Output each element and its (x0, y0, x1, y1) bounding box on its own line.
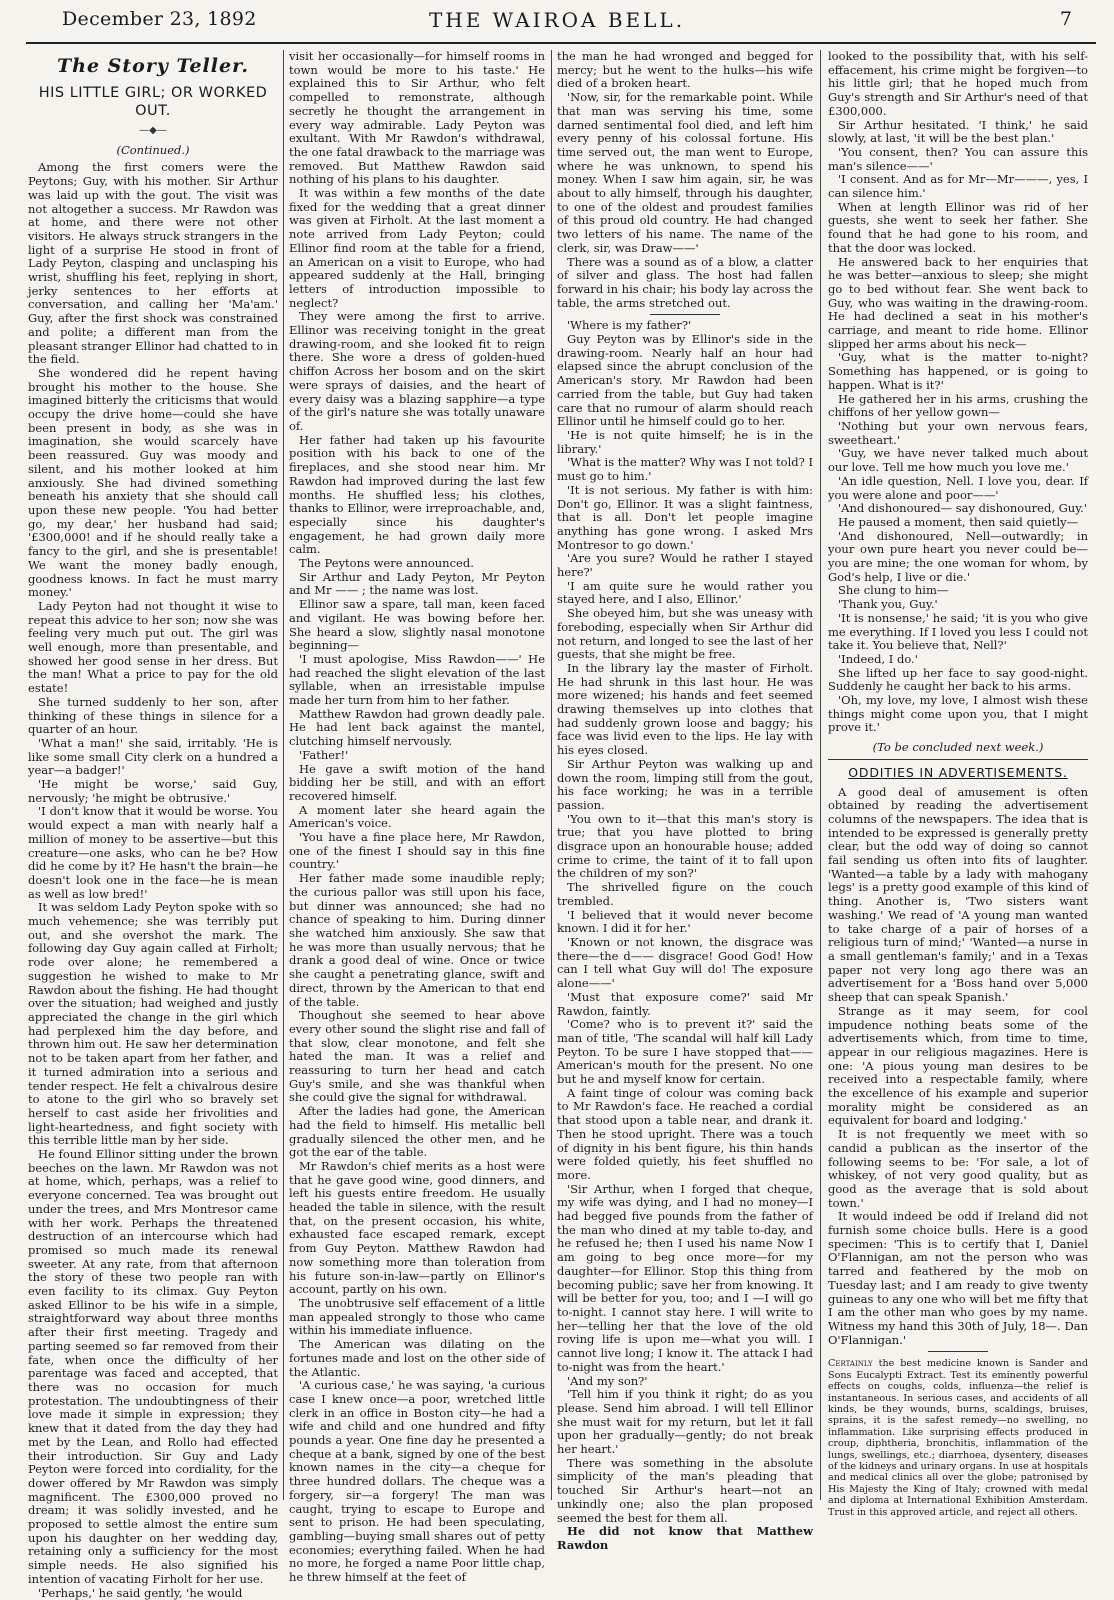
paragraph: Sir Arthur Peyton was walking up and down the room, limping still from the gout, his face working; he was in a terrible passion. (557, 756, 813, 812)
paragraph: Matthew Rawdon had grown deadly pale. He had lent back against the mantel, clutching himself nervously. (289, 706, 545, 749)
paragraph: 'It is nonsense,' he said; 'it is you who give me everything. If I loved you less I could not take it. You believe that, Nell?' (828, 610, 1088, 653)
page-number: 7 (1059, 8, 1072, 30)
paragraph: 'Tell him if you think it right; do as you please. Send him abroad. I will tell Ellinor she must wait for my return, but let it fall upon her gradually—gently; do not break her heart.' (557, 1387, 813, 1457)
eucalypti-advert (828, 1358, 1088, 1518)
column-divider (283, 50, 284, 1500)
paragraph: 'Now, sir, for the remarkable point. While that man was serving his time, some darned sentimental fool died, and left him every penny of his colossal fortune. His time served out, the man went to Europe, where he was unknown, to spend his money. When I saw him again, sir, he was about to ally himself, through his daughter, to one of the oldest and proudest families of this proud old country. He had changed two letters of his name. The name of the clerk, sir, was Draw——' (557, 90, 813, 255)
page-header (0, 0, 1114, 42)
column-4 (828, 49, 1088, 1518)
article-rule (828, 759, 1088, 760)
paragraph: The American was dilating on the fortunes made and lost on the other side of the Atlantic. (289, 1337, 545, 1379)
paragraph-final-line: He did not know that Matthew Rawdon (557, 1524, 813, 1552)
paragraph: He gathered her in his arms, crushing the chiffons of her yellow gown— (828, 391, 1088, 420)
paragraph: 'And my son?' (567, 1373, 648, 1388)
continued-note: (Continued.) (116, 142, 190, 157)
paragraph: Sir Arthur and Lady Peyton, Mr Peyton and Mr —— ; the name was lost. (289, 569, 545, 598)
advert-rule (928, 1351, 988, 1352)
paragraph: Guy Peyton was by Ellinor's side in the drawing-room. Nearly half an hour had elapsed since the abrupt conclusion of the American's story. Mr Rawdon had been carried from the table, but Guy had taken care that no rumour of alarm should reach Ellinor until he himself could go to her. (557, 332, 813, 429)
paragraph: Among the first comers were the Peytons; Guy, with his mother. Sir Arthur was laid up with the gout. The visit was not altogether a success. Mr Rawdon was at home, and there were not other visitors. He always struck strangers in the light of a surprise He stood in front of Lady Peyton, clasping and unclasping his wrist, shuffling his feet, replying in short, jerky sentences to her efforts at conversation, and calling her 'Ma'am.' Guy, after the first shock was constrained and polite; a different man from the pleasant stranger Ellinor had chatted to in the field. (28, 160, 278, 367)
paragraph: There was a sound as of a blow, a clatter of silver and glass. The host had fallen forward in his chair; his body lay across the table, the arms stretched out. (557, 254, 813, 310)
paragraph: Mr Rawdon's chief merits as a host were that he gave good wine, good dinners, and left his guests entire freedom. He usually headed the table in silence, with the result that, on the present occasion, his white, exhausted face escaped remark, except from Guy Peyton. Matthew Rawdon had now something more than toleration from his future son-in-law—partly on Ellinor's account, partly on his own. (289, 1158, 545, 1297)
paper-speck (1040, 1490, 1043, 1493)
paragraph: He found Ellinor sitting under the brown beeches on the lawn. Mr Rawdon was not at home, which, perhaps, was a relief to everyone concerned. Tea was brought out under the trees, and Mrs Montresor came with her work. Perhaps the threatened destruction of an intercourse which had promised so much made its renewal sweeter. At any rate, from that afternoon the story of these two people ran with even facility to its climax. Guy Peyton asked Ellinor to be his wife in a simple, straightforward way about three months after their first meeting. Tragedy and parting seemed so far removed from their fate, when once the difficulty of her parentage was faced and accepted, that there was no occasion for much protestation. The undoubtingness of their love made it simple in expression; they knew that it dated from the day they had met by the Lean, and Rollo had effected their introduction. Sir Guy and Lady Peyton were forced into cordiality, for the dower offered by Mr Rawdon was simply magnificent. The £300,000 proved no dream; it was solidly invested, and he proposed to settle almost the entire sum upon his daughter on her wedding day, retaining only a sufficiency for the most simple needs. He also signified his intention of vacating Firholt for her use. (28, 1147, 278, 1586)
paragraph: She lifted up her face to say good-night. Suddenly he caught her back to his arms. (828, 665, 1088, 694)
paragraph: There was something in the absolute simplicity of the man's pleading that touched Sir Arthur's heart—not an unkindly one; also the plan proposed seemed the best for them all. (557, 1455, 813, 1525)
paragraph: 'You consent, then? You can assure this man's silence——' (828, 144, 1088, 173)
paper-speck (1062, 1478, 1067, 1483)
paragraph: 'Nothing but your own nervous fears, sweetheart.' (828, 418, 1088, 447)
paragraph: 'Indeed, I do.' (838, 651, 918, 666)
advert-lead: Certainly (828, 1358, 873, 1370)
paragraph: looked to the possibility that, with his self-effacement, his crime might be forgiven—to his little girl; that he hoped much from Guy's strength and Sir Arthur's need of that £300,000. (828, 49, 1088, 118)
paragraph: A faint tinge of colour was coming back to Mr Rawdon's face. He reached a cordial that stood upon a table near, and drank it. Then he stood upright. There was a touch of dignity in his bent figure, his thin hands were folded quietly, his feet shuffled no more. (557, 1085, 813, 1182)
paragraph: 'You have a fine place here, Mr Rawdon, one of the finest I should say in this fine country.' (289, 830, 545, 872)
paragraph: visit her occasionally—for himself rooms in town would be more to his taste.' He explained this to Sir Arthur, who felt compelled to remonstrate, although secretly he thought the arrangement in every way admirable. Lady Peyton was exultant. With Mr Rawdon's withdrawal, the one fatal drawback to the marriage was removed. But Matthew Rawdon said nothing of his plans to his daughter. (289, 49, 545, 187)
to-be-concluded-note: (To be concluded next week.) (872, 740, 1044, 755)
paragraph: He gave a swift motion of the hand bidding her be still, and with an effort recovered himself. (289, 761, 545, 803)
paragraph: The shrivelled figure on the couch trembled. (557, 880, 813, 908)
column-3 (557, 49, 813, 1552)
paragraph: 'I am quite sure he would rather you stayed here, and I also, Ellinor.' (557, 578, 813, 607)
oddities-heading: ODDITIES IN ADVERTISEMENTS. (848, 764, 1068, 780)
section-heading: The Story Teller. (57, 55, 249, 77)
newspaper-title: THE WAIROA BELL. (428, 8, 686, 32)
paragraph: 'Oh, my love, my love, I almost wish these things might come upon you, that I might prove it.' (828, 693, 1088, 735)
paragraph: A moment later she heard again the American's voice. (289, 802, 545, 831)
paragraph: It was seldom Lady Peyton spoke with so much vehemence; she was terribly put out, and she overshot the mark. The following day Guy again called at Firholt; rode over alone; he remembered a suggestion he wished to make to Mr Rawdon about the fishing. He had thought over the situation; had weighed and justly appreciated the change in the girl which had perplexed him the day before, and thrown him out. He saw her determination not to be taken apart from her father, and it turned admiration into a serious and tender respect. He felt a chivalrous desire to atone to the girl who so bravely set herself to cast aside her frivolities and light-heartedness, and fight society with this terrible little man by her side. (28, 900, 278, 1148)
paragraph: 'Thank you, Guy.' (838, 597, 938, 612)
paragraph: 'Father!' (299, 747, 349, 762)
paragraph: 'Are you sure? Would he rather I stayed here?' (557, 551, 813, 580)
issue-date: December 23, 1892 (62, 8, 257, 30)
paragraph: She turned suddenly to her son, after thinking of these things in silence for a quarter of an hour. (28, 694, 278, 737)
paragraph: He answered back to her enquiries that he was better—anxious to sleep; she might go to bed without fear. She went back to Guy, who was waiting in the drawing-room. He had declined a seat in his mother's carriage, and meant to ride home. Ellinor slipped her arms about his neck— (828, 254, 1088, 351)
paragraph: She clung to him— (838, 583, 949, 598)
column-divider (551, 50, 552, 1500)
paragraph: Her father had taken up his favourite position with his back to one of the fireplaces, and she stood near him. Mr Rawdon had improved during the last few months. He shuffled less; his clothes, thanks to Ellinor, were irreproachable, and, especially since his daughter's engagement, he had grown daily more calm. (289, 432, 545, 557)
paragraph: It was within a few months of the date fixed for the wedding that a great dinner was given at Firholt. At the last moment a note arrived from Lady Peyton; could Ellinor find room at the table for a friend, an American on a visit to Europe, who had appeared suddenly at the Hall, bringing letters of introduction impossible to neglect? (289, 186, 545, 310)
paragraph: 'Guy, what is the matter to-night? Something has happened, or is going to happen. What is it?' (828, 350, 1088, 392)
paragraph: 'I consent. And as for Mr—Mr———, yes, I can silence him.' (828, 172, 1088, 201)
paragraph: 'Sir Arthur, when I forged that cheque, my wife was dying, and I had no money—I had begged five pounds from the father of the man who dined at my table to-day, and he refused he; then I used his name Now I am going to beg once more—for my daughter—for Ellinor. Stop this thing from becoming public; save her from knowing. It will be better for you, too; and I —I will go to-night. I cannot stay here. I will write to her—telling her that the love of the old roving life is upon me—what you will. I cannot live long; I know it. The attack I had to-night was from the heart.' (557, 1181, 813, 1374)
paragraph: Ellinor saw a spare, tall man, keen faced and vigilant. He was bowing before her. She heard a slow, slightly nasal monotone beginning— (289, 597, 545, 653)
advert-text: the best medicine known is Sander and Sons Eucalypti Extract. Test its eminently powerful effects on coughs, colds, influenza—the relief is instantaneous. In serious cases, and accidents of all kinds, be they wounds, burns, scaldings, bruises, sprains, it is the safest remedy—no swelling, no inflammation. Like surprising effects produced in croup, diphtheria, bronchitis, inflammation of the lungs, swellings, etc.; diarrhoea, dysentery, diseases of the kidneys and urinary organs. In use at hospitals and medical clinics all over the globe; patronised by His Majesty the King of Italy; crowned with medal and diploma at International Exhibition Amsterdam. Trust in this approved article, and reject all others. (828, 1358, 1088, 1518)
ornament-divider: —◆— (139, 125, 167, 136)
column-divider (820, 50, 821, 1500)
paragraph: 'I believed that it would never become known. I did it for her.' (557, 907, 813, 936)
paragraph: 'A curious case,' he was saying, 'a curious case I knew once—a poor, wretched little clerk in an office in Boston city—he had a wife and child and one hundred and fifty pounds a year. One fine day he presented a cheque at a bank, signed by one of the best known names in the city—a cheque for three hundred dollars. The cheque was a forgery, sir—a forgery! The man was caught, trying to escape to Europe and sent to prison. He had been speculating, gambling—buying small shares out of petty economies; everything failed. When he had no more, he forged a name Poor little chap, he threw himself at the feet of (289, 1378, 545, 1585)
paragraph: 'I don't know that it would be worse. You would expect a man with nearly half a million of money to be assertive—but this creature—one asks, who can he be? How did he come by it? He hasn't the brain—he doesn't look one in the face—he is mean as well as low bred!' (28, 804, 278, 901)
paragraph: A good deal of amusement is often obtained by reading the advertisement columns of the newspapers. The idea that is intended to be expressed is generally pretty clear, but the odd way of doing so cannot fail sending us often into fits of laughter. 'Wanted—a table by a lady with mahogany legs' is a pretty good example of this kind of thing. Another is, 'Two sisters want washing.' We read of 'A young man wanted to take charge of a pair of horses of a religious turn of mind;' 'Wanted—a nurse in a small gentleman's family;' and in a Texas paper not very long ago there was an advertisement for a 'Boss hand over 5,000 sheep that can speak Spanish.' (828, 784, 1088, 1005)
paragraph: 'You own to it—that this man's story is true; that you have plotted to bring disgrace upon an honourable house; added crime to crime, the taint of it to fall upon the children of my son?' (557, 811, 813, 881)
paragraph: 'And dishonoured, Nell—outwardly; in your own pure heart you never could be—you are mine; the one woman for whom, by God's help, I live or die.' (828, 528, 1088, 584)
paragraph: 'It is not serious. My father is with him: Don't go, Ellinor. It was a slight faintness, that is all. Don't let people imagine anything has gone wrong. I asked Mrs Montresor to go down.' (557, 482, 813, 552)
paragraph: The Peytons were announced. (299, 556, 474, 571)
paragraph: It is not frequently we meet with so candid a publican as the insertor of the following seems to be: 'For sale, a lot of whiskey, of not very good quality, but as good as the average that is sold about town.' (828, 1127, 1088, 1210)
paragraph: 'An idle question, Nell. I love you, dear. If you were alone and poor——' (828, 473, 1088, 502)
scene-break-rule (650, 314, 720, 315)
paragraph: It would indeed be odd if Ireland did not furnish some choice bulls. Here is a good specimen: 'This is to certify that I, Daniel O'Flannigan, am not the person who was tarred and feathered by the mob on Tuesday last; and I am ready to give twenty guineas to any one who will bet me fifty that I am the other man who goes by my name. Witness my hand this 30th of July, 18—. Dan O'Flannigan.' (828, 1209, 1088, 1347)
header-rule (26, 42, 1096, 44)
paragraph: Strange as it may seem, for cool impudence nothing beats some of the advertisements which, from time to time, appear in our religious magazines. Here is one: 'A pious young man desires to be received into a respectable family, where the excellence of his example and superior morality might be considered as an equivalent for board and lodging.' (828, 1003, 1088, 1128)
paragraph: When at length Ellinor was rid of her guests, she went to seek her father. She found that he had gone to his room, and that the door was locked. (828, 199, 1088, 255)
paragraph: She wondered did he repent having brought his mother to the house. She imagined bitterly the criticisms that would occupy the drive home—could she have been present in body, as she was in imagination, she would scarcely have been reassured. Guy was moody and silent, and his mother looked at him anxiously. She had divined something beneath his anxiety that she should call upon these new people. 'You had better go, my dear,' her husband had said; '£300,000! and if he should really take a fancy to the girl, and she is presentable! We want the money badly enough, goodness knows. In fact he must marry money.' (28, 365, 278, 600)
paragraph: After the ladies had gone, the American had the field to himself. His metallic bell gradually silenced the other men, and he got the ear of the table. (289, 1104, 545, 1160)
paragraph: The unobtrusive self effacement of a little man appealed strongly to those who came within his immediate influence. (289, 1295, 545, 1338)
paragraph: He paused a moment, then said quietly— (838, 514, 1079, 529)
paragraph: 'Must that exposure come?' said Mr Rawdon, faintly. (557, 989, 813, 1018)
paragraph: 'Guy, we have never talked much about our love. Tell me how much you love me.' (828, 446, 1088, 475)
column-1 (28, 50, 278, 1600)
paragraph: 'Known or not known, the disgrace was there—the d—— disgrace! Good God! How can I tell what Guy will do! The exposure alone——' (557, 935, 813, 991)
paragraph: 'What a man!' she said, irritably. 'He is like some small City clerk on a hundred a year—a badger!' (28, 735, 278, 778)
paragraph: 'And dishonoured— say dishonoured, Guy.' (838, 501, 1087, 516)
paragraph: She obeyed him, but she was uneasy with foreboding, especially when Sir Arthur did not return, and longed to see the last of her guests, that she might be free. (557, 606, 813, 662)
paragraph: 'Where is my father?' (567, 318, 692, 333)
paragraph: 'I must apologise, Miss Rawdon——' He had reached the slight elevation of the last syllable, when an irresistable impulse made her turn from him to her father. (289, 651, 545, 708)
story-title: HIS LITTLE GIRL; OR WORKED OUT. (38, 85, 268, 119)
paragraph: 'He is not quite himself; he is in the library.' (557, 427, 813, 456)
paragraph: 'He might be worse,' said Guy, nervously; 'he might be obtrusive.' (28, 777, 278, 805)
paragraph: the man he had wronged and begged for mercy; but he went to the hulks—his wife died of a broken heart. (557, 49, 813, 91)
paragraph: Her father made some inaudible reply; the curious pallor was still upon his face, but dinner was announced; she had no chance of speaking to him. During dinner she watched him anxiously. She saw that he was more than usually nervous; that he drank a good deal of wine. Once or twice she caught a penetrating glance, swift and direct, thrown by the American to that end of the table. (289, 871, 545, 1009)
paragraph: 'What is the matter? Why was I not told? I must go to him.' (557, 455, 813, 484)
column-2 (289, 49, 545, 1585)
paragraph: Lady Peyton had not thought it wise to repeat this advice to her son; now she was feeling very much put out. The girl was well enough, more than presentable, and showed her good sense in her dress. But the man! What a price to pay for the old estate! (28, 598, 278, 696)
paragraph: 'Come? who is to prevent it?' said the man of title, 'The scandal will half kill Lady Peyton. To be sure I have stopped that—— American's mouth for the present. No one but he and myself know for certain. (557, 1017, 813, 1087)
paragraph: Thoughout she seemed to hear above every other sound the slight rise and fall of that slow, clear monotone, and felt she hated the man. It was a relief and reassuring to turn her head and catch Guy's smile, and she was thankful when she could give the signal for withdrawal. (289, 1008, 545, 1105)
paragraph: They were among the first to arrive. Ellinor was receiving tonight in the great drawing-room, and she looked fit to reign there. She wore a dress of golden-hued chiffon Across her bosom and on the skirt were sprays of daisies, and the heart of every daisy was a blazing sapphire—a type of the girl's nature she was totally unaware of. (289, 309, 545, 433)
paragraph: In the library lay the master of Firholt. He had shrunk in this last hour. He was more wizened; his hands and feet seemed drawing themselves up into clothes that had suddenly grown loose and baggy; his face was livid even to the lips. He lay with his eyes closed. (557, 660, 813, 758)
paragraph: Sir Arthur hesitated. 'I think,' he said slowly, at last, 'it will be the best plan.' (828, 117, 1088, 146)
paragraph: 'Perhaps,' he said gently, 'he would (38, 1585, 243, 1600)
